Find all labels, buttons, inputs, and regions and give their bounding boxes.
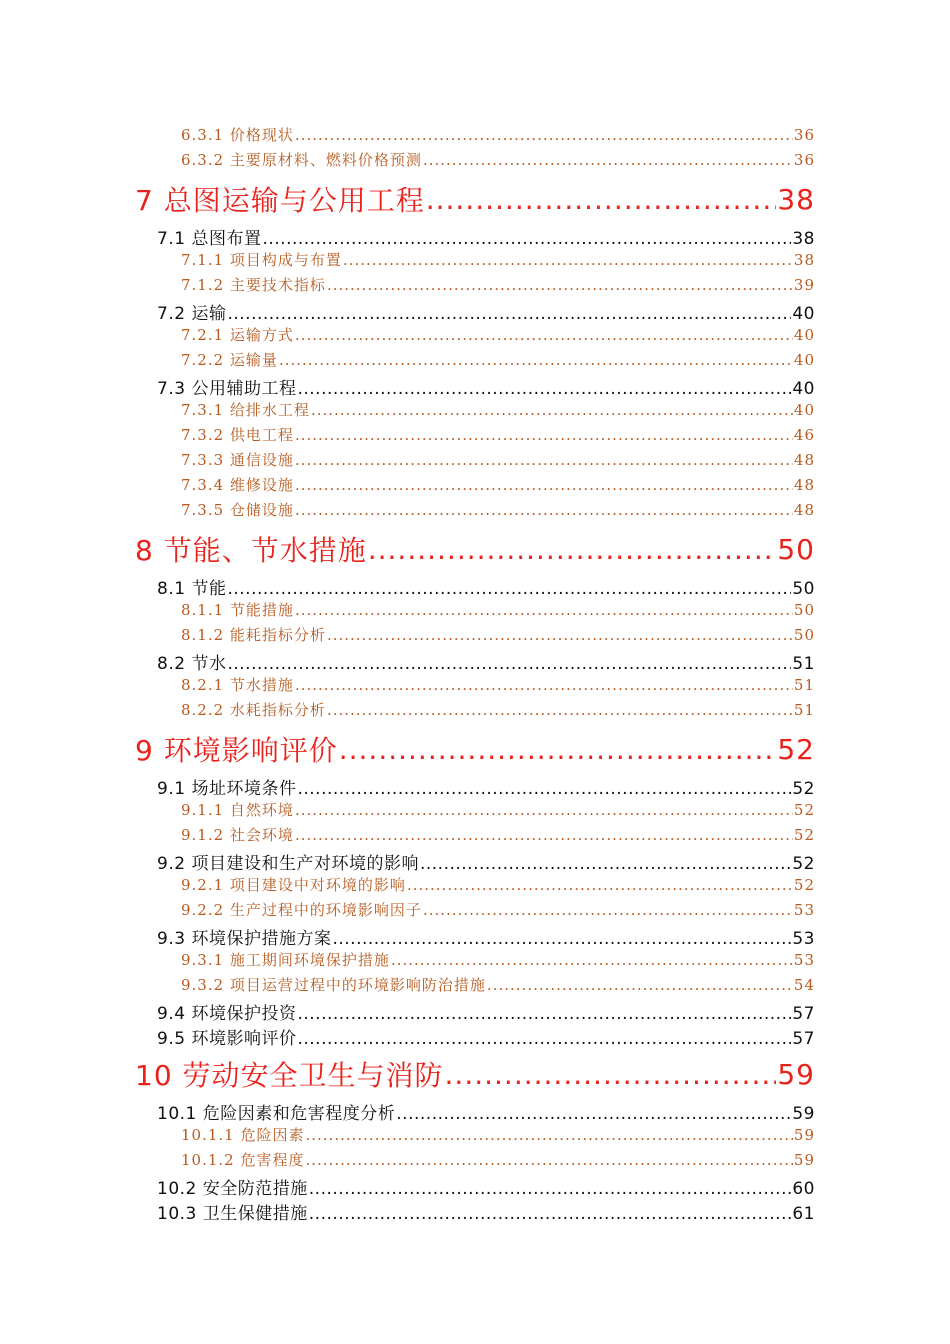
toc-entry-section[interactable] bbox=[135, 574, 815, 599]
toc-entry-title: 8 节能、节水措施 bbox=[135, 534, 367, 567]
toc-entry-subsection[interactable] bbox=[135, 624, 815, 649]
toc-entry-subsection[interactable] bbox=[135, 399, 815, 424]
toc-entry-page-number: 52 bbox=[793, 801, 815, 819]
dot-leader bbox=[297, 1029, 791, 1049]
toc-entry-title: 9.2.1 项目建设中对环境的影响 bbox=[181, 876, 406, 894]
toc-entry-chapter[interactable] bbox=[135, 174, 815, 224]
toc-entry-page-number: 38 bbox=[793, 251, 815, 269]
toc-entry-title: 8.2.2 水耗指标分析 bbox=[181, 701, 326, 719]
toc-entry-page-number: 51 bbox=[792, 654, 815, 674]
toc-entry-section[interactable] bbox=[135, 224, 815, 249]
toc-entry-page-number: 39 bbox=[793, 276, 815, 294]
toc-entry-title: 9.1 场址环境条件 bbox=[157, 779, 297, 799]
toc-entry-page-number: 52 bbox=[777, 732, 815, 766]
dot-leader bbox=[309, 1204, 792, 1224]
toc-entry-subsection[interactable] bbox=[135, 474, 815, 499]
toc-entry-page-number: 46 bbox=[793, 426, 815, 444]
toc-entry-page-number: 40 bbox=[793, 401, 815, 419]
toc-entry-title: 7.3.3 通信设施 bbox=[181, 451, 294, 469]
toc-entry-section[interactable] bbox=[135, 649, 815, 674]
toc-entry-title: 7.2.1 运输方式 bbox=[181, 326, 294, 344]
toc-entry-section[interactable] bbox=[135, 1024, 815, 1049]
toc-entry-title: 10.1 危险因素和危害程度分析 bbox=[157, 1104, 396, 1124]
dot-leader bbox=[297, 1004, 791, 1024]
toc-entry-title: 10.1.1 危险因素 bbox=[181, 1126, 305, 1144]
dot-leader bbox=[343, 251, 793, 269]
toc-entry-subsection[interactable] bbox=[135, 799, 815, 824]
toc-entry-subsection[interactable] bbox=[135, 1124, 815, 1149]
toc-entry-subsection[interactable] bbox=[135, 699, 815, 724]
toc-entry-subsection[interactable] bbox=[135, 899, 815, 924]
dot-leader bbox=[295, 326, 793, 344]
toc-entry-page-number: 40 bbox=[793, 351, 815, 369]
toc-entry-page-number: 40 bbox=[793, 326, 815, 344]
toc-entry-title: 10.1.2 危害程度 bbox=[181, 1151, 305, 1169]
toc-entry-title: 9.1.1 自然环境 bbox=[181, 801, 294, 819]
dot-leader bbox=[295, 501, 793, 519]
toc-entry-title: 10.3 卫生保健措施 bbox=[157, 1204, 308, 1224]
dot-leader bbox=[407, 876, 793, 894]
toc-entry-page-number: 50 bbox=[792, 579, 815, 599]
toc-entry-page-number: 57 bbox=[792, 1004, 815, 1024]
dot-leader bbox=[297, 379, 791, 399]
toc-entry-page-number: 50 bbox=[793, 626, 815, 644]
toc-entry-page-number: 48 bbox=[793, 501, 815, 519]
dot-leader bbox=[295, 826, 793, 844]
toc-entry-title: 7.3.5 仓储设施 bbox=[181, 501, 294, 519]
toc-entry-subsection[interactable] bbox=[135, 249, 815, 274]
toc-entry-title: 8.1 节能 bbox=[157, 579, 227, 599]
toc-entry-page-number: 59 bbox=[793, 1151, 815, 1169]
dot-leader bbox=[339, 733, 777, 766]
dot-leader bbox=[420, 854, 791, 874]
toc-entry-title: 7.3.4 维修设施 bbox=[181, 476, 294, 494]
toc-entry-section[interactable] bbox=[135, 924, 815, 949]
toc-entry-title: 7.1.1 项目构成与布置 bbox=[181, 251, 342, 269]
toc-entry-subsection[interactable] bbox=[135, 424, 815, 449]
toc-entry-section[interactable] bbox=[135, 374, 815, 399]
toc-entry-title: 9 环境影响评价 bbox=[135, 734, 338, 767]
toc-entry-page-number: 59 bbox=[777, 1057, 815, 1091]
toc-entry-chapter[interactable] bbox=[135, 1049, 815, 1099]
toc-entry-page-number: 52 bbox=[792, 854, 815, 874]
toc-entry-chapter[interactable] bbox=[135, 724, 815, 774]
toc-entry-page-number: 53 bbox=[792, 929, 815, 949]
toc-entry-section[interactable] bbox=[135, 774, 815, 799]
toc-entry-title: 8.2 节水 bbox=[157, 654, 227, 674]
dot-leader bbox=[279, 351, 793, 369]
dot-leader bbox=[295, 476, 793, 494]
dot-leader bbox=[327, 701, 793, 719]
dot-leader bbox=[295, 676, 793, 694]
toc-entry-page-number: 61 bbox=[792, 1204, 815, 1224]
toc-entry-section[interactable] bbox=[135, 1099, 815, 1124]
toc-entry-title: 10 劳动安全卫生与消防 bbox=[135, 1059, 444, 1092]
toc-entry-chapter[interactable] bbox=[135, 524, 815, 574]
toc-entry-title: 7.2 运输 bbox=[157, 304, 227, 324]
toc-entry-title: 6.3.1 价格现状 bbox=[181, 126, 294, 144]
toc-entry-subsection[interactable] bbox=[135, 1149, 815, 1174]
dot-leader bbox=[295, 126, 793, 144]
toc-entry-subsection[interactable] bbox=[135, 974, 815, 999]
dot-leader bbox=[297, 779, 791, 799]
toc-entry-page-number: 57 bbox=[792, 1029, 815, 1049]
toc-entry-title: 9.5 环境影响评价 bbox=[157, 1029, 297, 1049]
toc-entry-title: 7.3.1 给排水工程 bbox=[181, 401, 310, 419]
dot-leader bbox=[262, 229, 791, 249]
dot-leader bbox=[295, 451, 793, 469]
toc-entry-title: 7.2.2 运输量 bbox=[181, 351, 278, 369]
dot-leader bbox=[426, 183, 777, 216]
toc-entry-subsection[interactable] bbox=[135, 349, 815, 374]
toc-entry-section[interactable] bbox=[135, 299, 815, 324]
toc-entry-title: 9.1.2 社会环境 bbox=[181, 826, 294, 844]
toc-entry-subsection[interactable] bbox=[135, 674, 815, 699]
dot-leader bbox=[368, 533, 777, 566]
toc-entry-title: 9.4 环境保护投资 bbox=[157, 1004, 297, 1024]
dot-leader bbox=[305, 1126, 792, 1144]
dot-leader bbox=[423, 901, 793, 919]
toc-entry-title: 7.1 总图布置 bbox=[157, 229, 262, 249]
toc-entry-page-number: 52 bbox=[793, 876, 815, 894]
toc-entry-subsection[interactable] bbox=[135, 324, 815, 349]
dot-leader bbox=[295, 801, 793, 819]
dot-leader bbox=[332, 929, 791, 949]
toc-entry-title: 7.3 公用辅助工程 bbox=[157, 379, 297, 399]
toc-entry-section[interactable] bbox=[135, 849, 815, 874]
toc-entry-page-number: 40 bbox=[792, 379, 815, 399]
dot-leader bbox=[423, 151, 793, 169]
toc-entry-page-number: 40 bbox=[792, 304, 815, 324]
toc-entry-page-number: 51 bbox=[793, 701, 815, 719]
toc-entry-page-number: 52 bbox=[792, 779, 815, 799]
toc-entry-section[interactable] bbox=[135, 1174, 815, 1199]
toc-entry-title: 8.1.1 节能措施 bbox=[181, 601, 294, 619]
toc-entry-title: 9.2 项目建设和生产对环境的影响 bbox=[157, 854, 419, 874]
toc-entry-subsection[interactable] bbox=[135, 274, 815, 299]
dot-leader bbox=[311, 401, 793, 419]
toc-entry-title: 9.3 环境保护措施方案 bbox=[157, 929, 332, 949]
dot-leader bbox=[227, 304, 791, 324]
toc-entry-page-number: 36 bbox=[793, 151, 815, 169]
toc-entry-page-number: 53 bbox=[793, 901, 815, 919]
toc-entry-page-number: 48 bbox=[793, 476, 815, 494]
toc-entry-title: 8.1.2 能耗指标分析 bbox=[181, 626, 326, 644]
toc-entry-subsection[interactable] bbox=[135, 149, 815, 174]
toc-entry-subsection[interactable] bbox=[135, 499, 815, 524]
dot-leader bbox=[396, 1104, 791, 1124]
toc-entry-title: 9.3.1 施工期间环境保护措施 bbox=[181, 951, 390, 969]
toc-entry-subsection[interactable] bbox=[135, 949, 815, 974]
toc-entry-section[interactable] bbox=[135, 1199, 815, 1224]
toc-entry-subsection[interactable] bbox=[135, 449, 815, 474]
toc-entry-title: 9.3.2 项目运营过程中的环境影响防治措施 bbox=[181, 976, 486, 994]
toc-entry-page-number: 54 bbox=[793, 976, 815, 994]
toc-entry-subsection[interactable] bbox=[135, 599, 815, 624]
dot-leader bbox=[309, 1179, 792, 1199]
toc-entry-title: 10.2 安全防范措施 bbox=[157, 1179, 308, 1199]
toc-entry-subsection[interactable] bbox=[135, 824, 815, 849]
dot-leader bbox=[391, 951, 793, 969]
dot-leader bbox=[295, 601, 793, 619]
toc-entry-page-number: 53 bbox=[793, 951, 815, 969]
toc-entry-title: 9.2.2 生产过程中的环境影响因子 bbox=[181, 901, 422, 919]
toc-entry-section[interactable] bbox=[135, 999, 815, 1024]
toc-entry-subsection[interactable] bbox=[135, 124, 815, 149]
dot-leader bbox=[227, 579, 791, 599]
toc-entry-page-number: 50 bbox=[793, 601, 815, 619]
toc-entry-page-number: 59 bbox=[793, 1126, 815, 1144]
toc-entry-title: 7.3.2 供电工程 bbox=[181, 426, 294, 444]
toc-entry-subsection[interactable] bbox=[135, 874, 815, 899]
dot-leader bbox=[327, 276, 793, 294]
toc-entry-page-number: 36 bbox=[793, 126, 815, 144]
toc-entry-page-number: 52 bbox=[793, 826, 815, 844]
table-of-contents bbox=[135, 124, 815, 1224]
toc-entry-page-number: 59 bbox=[792, 1104, 815, 1124]
toc-entry-page-number: 38 bbox=[777, 182, 815, 216]
toc-entry-title: 6.3.2 主要原材料、燃料价格预测 bbox=[181, 151, 422, 169]
toc-entry-title: 7.1.2 主要技术指标 bbox=[181, 276, 326, 294]
toc-entry-page-number: 51 bbox=[793, 676, 815, 694]
toc-entry-page-number: 48 bbox=[793, 451, 815, 469]
dot-leader bbox=[327, 626, 793, 644]
dot-leader bbox=[305, 1151, 792, 1169]
toc-entry-title: 8.2.1 节水措施 bbox=[181, 676, 294, 694]
toc-entry-title: 7 总图运输与公用工程 bbox=[135, 184, 425, 217]
dot-leader bbox=[487, 976, 793, 994]
dot-leader bbox=[445, 1058, 777, 1091]
dot-leader bbox=[227, 654, 791, 674]
toc-entry-page-number: 50 bbox=[777, 532, 815, 566]
toc-entry-page-number: 60 bbox=[792, 1179, 815, 1199]
dot-leader bbox=[295, 426, 793, 444]
toc-entry-page-number: 38 bbox=[792, 229, 815, 249]
